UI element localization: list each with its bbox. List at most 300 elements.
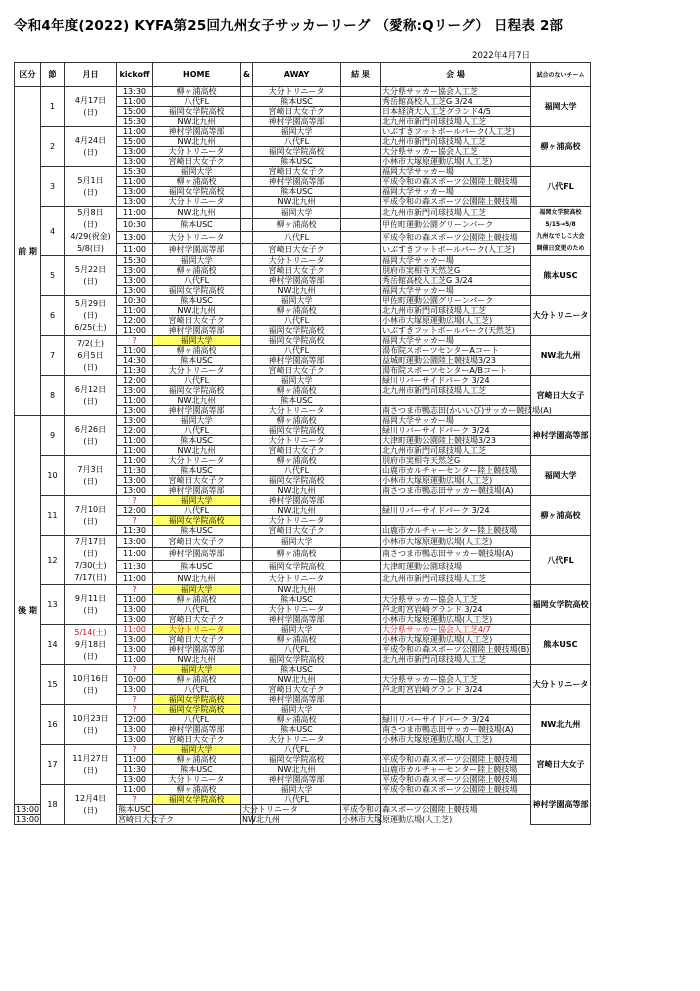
away-team: 八代FL <box>253 316 341 326</box>
home-team: 宮崎日大女子ク <box>118 815 174 824</box>
amp-cell <box>241 326 253 336</box>
away-team: 福岡女学院高校 <box>253 326 341 336</box>
amp-cell <box>241 97 253 107</box>
amp-cell <box>241 147 253 157</box>
amp-cell <box>241 137 253 147</box>
amp-cell <box>241 366 253 376</box>
home-team: 福岡大学 <box>153 336 241 346</box>
match-row <box>15 705 591 715</box>
match-date <box>65 87 117 127</box>
home-team: 宮崎日大女子ク <box>153 735 241 745</box>
bye-team: 神村学園高等部 <box>531 416 591 456</box>
amp-cell <box>241 386 253 396</box>
venue: 大津町運動公園陸上競技場3/23 <box>381 436 531 446</box>
venue <box>381 496 531 506</box>
amp-cell <box>241 605 253 615</box>
home-team: 熊本USC <box>153 526 241 536</box>
kickoff-time: 13:00 <box>117 157 153 167</box>
date-line: (日) <box>83 805 98 815</box>
kickoff-time: 13:00 <box>117 615 153 625</box>
kickoff-time: 12:00 <box>117 316 153 326</box>
section-number: 9 <box>41 416 65 456</box>
result-cell <box>341 785 381 795</box>
home-team: 宮崎日大女子ク <box>153 615 241 625</box>
home-team: 福岡女学院高校 <box>153 795 241 805</box>
kickoff-time: ? <box>117 585 153 595</box>
match-date <box>65 705 117 745</box>
kickoff-time: 13:00 <box>117 276 153 286</box>
home-team: 福岡女学院高校 <box>153 705 241 715</box>
home-team: 柳ヶ浦高校 <box>153 87 241 97</box>
amp-cell <box>241 675 253 685</box>
kickoff-time: 15:30 <box>117 117 153 127</box>
home-team: 福岡大学 <box>153 585 241 595</box>
header-venue: 会 場 <box>381 63 531 87</box>
match-date <box>65 167 117 207</box>
home-team: NW北九州 <box>153 207 241 219</box>
venue: 福岡大学サッカー場 <box>381 416 531 426</box>
match-row <box>15 336 591 346</box>
venue: 平成令和の森スポーツ公園陸上競技場 <box>381 197 531 207</box>
amp-cell <box>241 735 253 745</box>
amp-cell <box>241 306 253 316</box>
away-team: 熊本USC <box>253 97 341 107</box>
date-line: 7月10日 <box>74 504 107 514</box>
match-date <box>65 207 117 256</box>
match-date <box>65 296 117 336</box>
kickoff-time: 13:00 <box>117 406 153 416</box>
home-team: 八代FL <box>153 685 241 695</box>
kickoff-time: 15:30 <box>117 256 153 266</box>
venue: 芦北町宮岩崎グランド 3/24 <box>381 685 531 695</box>
amp-cell <box>241 256 253 266</box>
date-line: 5月1日 <box>77 175 104 185</box>
kickoff-time: ? <box>117 516 153 526</box>
away-team: 柳ヶ浦高校 <box>253 306 341 316</box>
away-team: 柳ヶ浦高校 <box>253 635 341 645</box>
home-team: 柳ヶ浦高校 <box>153 346 241 356</box>
home-team: 八代FL <box>153 506 241 516</box>
kickoff-time: 13:00 <box>117 685 153 695</box>
away-team: 八代FL <box>253 137 341 147</box>
away-team: NW北九州 <box>253 765 341 775</box>
kickoff-time: 15:00 <box>117 107 153 117</box>
date-line: 9月11日 <box>74 593 107 603</box>
away-team: 八代FL <box>253 645 341 655</box>
amp-cell <box>241 207 253 219</box>
date-line: 4月24日 <box>74 135 107 145</box>
bye-team: 宮崎日大女子 <box>531 376 591 416</box>
result-cell <box>341 755 381 765</box>
match-date <box>65 785 117 825</box>
date-line: (日) <box>83 187 98 197</box>
amp-cell <box>241 446 253 456</box>
amp-cell <box>241 396 253 406</box>
venue: 北九州市新門司球技場人工芝 <box>381 446 531 456</box>
kickoff-time: 13:00 <box>117 605 153 615</box>
match-date <box>65 745 117 785</box>
result-cell <box>341 456 381 466</box>
venue: 大分県サッカー協会人工芝 <box>381 595 531 605</box>
result-cell <box>341 765 381 775</box>
result-cell <box>341 107 381 117</box>
home-team: 福岡女学院高校 <box>153 386 241 396</box>
result-cell <box>341 197 381 207</box>
kickoff-time: 11:30 <box>117 765 153 775</box>
home-team: 柳ヶ浦高校 <box>153 266 241 276</box>
bye-team <box>531 207 591 256</box>
away-team: 福岡女学院高校 <box>253 336 341 346</box>
away-team: 福岡大学 <box>253 127 341 137</box>
home-team: 熊本USC <box>153 436 241 446</box>
header-row <box>15 63 591 87</box>
result-cell <box>341 137 381 147</box>
venue: 山鹿市カルチャーセンター陸上競技場 <box>381 765 531 775</box>
home-team: 八代FL <box>153 97 241 107</box>
venue: 甲佐町運動公園グリーンパーク <box>381 219 531 231</box>
home-team: 大分トリニータ <box>153 147 241 157</box>
result-cell <box>341 326 381 336</box>
bye-team: 福岡女学院高校 <box>531 585 591 625</box>
section-number: 6 <box>41 296 65 336</box>
result-cell <box>341 266 381 276</box>
away-team: 神村学園高等部 <box>253 775 341 785</box>
match-date <box>65 625 117 665</box>
match-row <box>15 536 591 548</box>
away-team: NW北九州 <box>253 486 341 496</box>
venue: 北九州市新門司球技場人工芝 <box>381 306 531 316</box>
home-team: 福岡大学 <box>153 416 241 426</box>
match-date <box>65 416 117 456</box>
home-team: 宮崎日大女子ク <box>153 157 241 167</box>
away-team: 柳ヶ浦高校 <box>253 416 341 426</box>
venue: いぶすきフットボールパーク(人工芝) <box>381 243 531 255</box>
away-team: 神村学園高等部 <box>253 496 341 506</box>
away-team: 宮崎日大女子ク <box>253 107 341 117</box>
bye-team: NW北九州 <box>531 705 591 745</box>
venue: 平成令和の森スポーツ公園陸上競技場 <box>381 755 531 765</box>
home-team: 柳ヶ浦高校 <box>153 755 241 765</box>
result-cell <box>341 127 381 137</box>
away-team: 福岡大学 <box>253 705 341 715</box>
kickoff-time: 11:00 <box>117 572 153 584</box>
amp-cell <box>241 456 253 466</box>
amp-cell <box>241 560 253 572</box>
amp-cell <box>241 655 253 665</box>
home-team: 神村学園高等部 <box>153 127 241 137</box>
kickoff-time: 13:00 <box>117 645 153 655</box>
bye-team: 熊本USC <box>531 625 591 665</box>
date-line: 5月22日 <box>74 264 107 274</box>
result-cell <box>341 665 381 675</box>
kickoff-time: ? <box>117 745 153 755</box>
date-line: (日) <box>83 605 98 615</box>
kickoff-time: 12:00 <box>117 715 153 725</box>
away-team: 八代FL <box>253 745 341 755</box>
date-line: 7/17(日) <box>74 573 107 582</box>
date-line: (日) <box>83 651 98 661</box>
home-team: 熊本USC <box>153 296 241 306</box>
away-team: 神村学園高等部 <box>253 276 341 286</box>
schedule-table <box>14 62 591 825</box>
kickoff-time: 11:30 <box>117 526 153 536</box>
header-period: 区分 <box>15 63 41 87</box>
result-cell <box>341 695 381 705</box>
away-team: 柳ヶ浦高校 <box>253 219 341 231</box>
venue: 湯布院スポーツセンターA/Bコート <box>381 366 531 376</box>
bye-team: NW北九州 <box>531 336 591 376</box>
home-team: 柳ヶ浦高校 <box>153 595 241 605</box>
result-cell <box>341 346 381 356</box>
away-team: 熊本USC <box>253 595 341 605</box>
venue: 北九州市新門司球技場人工芝 <box>381 655 531 665</box>
bye-team: 大分トリニータ <box>531 665 591 705</box>
kickoff-time: 13:00 <box>16 815 40 824</box>
away-team: 神村学園高等部 <box>253 117 341 127</box>
date-line: 11月27日 <box>72 753 109 763</box>
date-line: 6月26日 <box>74 424 107 434</box>
period-label: 前 期 <box>15 87 41 416</box>
result-cell <box>341 675 381 685</box>
venue: 緑川リバーサイドパーク 3/24 <box>381 715 531 725</box>
venue: 南さつま市鴨志田サッカー競技場(A) <box>381 725 531 735</box>
section-number: 3 <box>41 167 65 207</box>
away-team: 宮崎日大女子ク <box>253 266 341 276</box>
result-cell <box>341 466 381 476</box>
home-team: 神村学園高等部 <box>153 243 241 255</box>
away-team: 神村学園高等部 <box>253 615 341 625</box>
away-team: 福岡大学 <box>253 207 341 219</box>
venue: 大津町運動公園球技場 <box>381 560 531 572</box>
date-line: (日) <box>83 147 98 157</box>
amp-cell <box>241 715 253 725</box>
amp-cell <box>241 755 253 765</box>
result-cell <box>341 207 381 219</box>
venue: 平成令和の森スポーツ公園陸上競技場(B) <box>382 645 530 654</box>
away-team: 福岡女学院高校 <box>253 476 341 486</box>
away-team: 宮崎日大女子ク <box>253 243 341 255</box>
page-title: 令和4年度(2022) KYFA第25回九州女子サッカーリーグ （愛称:Qリーグ） 日程表 2部 <box>14 18 564 34</box>
date-line: (日) <box>83 310 98 320</box>
result-cell <box>341 296 381 306</box>
amp-cell <box>241 127 253 137</box>
date-line: 12月4日 <box>74 793 107 803</box>
amp-cell <box>241 785 253 795</box>
home-team: 福岡女学院高校 <box>153 187 241 197</box>
date-line: 4月17日 <box>74 95 107 105</box>
venue: 小林市大塚原運動広場(人工芝) <box>381 157 531 167</box>
home-team: 大分トリニータ <box>153 231 241 243</box>
venue <box>381 665 531 675</box>
date-line: 5/14(土) <box>74 627 107 637</box>
amp-cell <box>241 187 253 197</box>
bye-line: 開催日変更のため <box>536 245 585 252</box>
result-cell <box>341 585 381 595</box>
result-cell <box>341 306 381 316</box>
away-team: 八代FL <box>253 346 341 356</box>
venue: 小林市大塚原運動広場(人工芝) <box>381 476 531 486</box>
result-cell <box>341 97 381 107</box>
match-row <box>15 167 591 177</box>
result-cell <box>341 386 381 396</box>
section-number: 7 <box>41 336 65 376</box>
result-cell <box>341 605 381 615</box>
amp-cell <box>241 87 253 97</box>
result-cell <box>341 87 381 97</box>
venue: 小林市大塚原運動広場(人工芝) <box>381 536 531 548</box>
amp-cell <box>241 536 253 548</box>
amp-cell <box>241 466 253 476</box>
away-team: 福岡大学 <box>253 536 341 548</box>
amp-cell <box>241 336 253 346</box>
away-team: NW北九州 <box>242 815 280 824</box>
venue: 北九州市新門司球技場人工芝 <box>381 117 531 127</box>
kickoff-time: 13:00 <box>117 735 153 745</box>
result-cell <box>341 476 381 486</box>
away-team: 福岡女学院高校 <box>253 426 341 436</box>
bye-team: 八代FL <box>531 167 591 207</box>
kickoff-time: 15:30 <box>117 167 153 177</box>
home-team: 神村学園高等部 <box>153 406 241 416</box>
result-cell <box>341 615 381 625</box>
result-cell <box>341 526 381 536</box>
result-cell <box>341 231 381 243</box>
result-cell <box>341 436 381 446</box>
result-cell <box>341 167 381 177</box>
match-row <box>15 625 591 635</box>
result-cell <box>341 416 381 426</box>
date-line: 10月23日 <box>72 713 109 723</box>
away-team: 宮崎日大女子ク <box>253 526 341 536</box>
result-cell <box>341 685 381 695</box>
kickoff-time: 13:00 <box>117 266 153 276</box>
venue: 福岡大学サッカー場 <box>381 167 531 177</box>
home-team: 熊本USC <box>153 765 241 775</box>
amp-cell <box>241 346 253 356</box>
venue: 平成令和の森スポーツ公園陸上競技場 <box>381 231 531 243</box>
match-date <box>65 665 117 705</box>
amp-cell <box>241 316 253 326</box>
home-team: 大分トリニータ <box>153 366 241 376</box>
section-number: 10 <box>41 456 65 496</box>
bye-team: 福岡大学 <box>531 456 591 496</box>
section-number: 1 <box>41 87 65 127</box>
result-cell <box>341 366 381 376</box>
result-cell <box>341 548 381 560</box>
venue: 福岡大学サッカー場 <box>381 256 531 266</box>
away-team: NW北九州 <box>253 585 341 595</box>
result-cell <box>341 595 381 605</box>
date-line: 5月8日 <box>77 208 104 217</box>
away-team: 宮崎日大女子ク <box>253 167 341 177</box>
kickoff-time: 11:00 <box>117 548 153 560</box>
kickoff-time: ? <box>117 705 153 715</box>
match-row <box>15 585 591 595</box>
result-cell <box>341 243 381 255</box>
home-team: 神村学園高等部 <box>153 645 241 655</box>
home-team: 大分トリニータ <box>153 197 241 207</box>
away-team: 八代FL <box>253 231 341 243</box>
kickoff-time: 11:00 <box>117 396 153 406</box>
home-team: 神村学園高等部 <box>153 486 241 496</box>
venue: 平成令和の森スポーツ公園陸上競技場 <box>381 775 531 785</box>
amp-cell <box>241 665 253 675</box>
date-line: 4/29(祝金) <box>70 232 111 241</box>
match-date <box>65 536 117 585</box>
amp-cell <box>241 356 253 366</box>
away-team: NW北九州 <box>253 286 341 296</box>
kickoff-time: 10:00 <box>117 675 153 685</box>
bye-team: 熊本USC <box>531 256 591 296</box>
home-team: NW北九州 <box>153 446 241 456</box>
kickoff-time: 11:00 <box>117 456 153 466</box>
away-team: NW北九州 <box>253 197 341 207</box>
away-team: 大分トリニータ <box>242 805 298 814</box>
away-team: 大分トリニータ <box>253 87 341 97</box>
kickoff-time: 11:00 <box>117 326 153 336</box>
date-line: (日) <box>83 549 98 558</box>
venue <box>381 705 531 715</box>
amp-cell <box>241 725 253 735</box>
amp-cell <box>241 107 253 117</box>
header-away: AWAY <box>253 63 341 87</box>
result-cell <box>341 572 381 584</box>
bye-team: 福岡大学 <box>531 87 591 127</box>
away-team: 大分トリニータ <box>253 406 341 416</box>
document-date: 2022年4月7日 <box>472 51 530 61</box>
date-line: 7/2(土) <box>76 338 105 348</box>
section-number: 2 <box>41 127 65 167</box>
result-cell <box>341 560 381 572</box>
venue: 芦北町宮岩崎グランド 3/24 <box>381 605 531 615</box>
amp-cell <box>241 426 253 436</box>
venue: 緑川リバーサイドパーク 3/24 <box>381 506 531 516</box>
amp-cell <box>241 765 253 775</box>
away-team: 熊本USC <box>253 665 341 675</box>
venue: 福岡大学サッカー場 <box>381 187 531 197</box>
venue <box>381 585 531 595</box>
kickoff-time: 11:00 <box>117 446 153 456</box>
kickoff-time: ? <box>117 695 153 705</box>
date-line: 7月17日 <box>74 537 107 546</box>
result-cell <box>341 117 381 127</box>
venue <box>381 396 531 406</box>
kickoff-time: 13:00 <box>117 476 153 486</box>
amp-cell <box>241 595 253 605</box>
venue: 秀岳館高校人工芝G 3/24 <box>381 276 531 286</box>
result-cell <box>341 177 381 187</box>
date-line: 5月29日 <box>74 298 107 308</box>
result-cell <box>341 147 381 157</box>
kickoff-time: 14:30 <box>117 356 153 366</box>
result-cell <box>341 256 381 266</box>
home-team: 福岡大学 <box>153 665 241 675</box>
venue: 大分県サッカー協会人工芝4/7 <box>381 625 531 635</box>
home-team: 福岡女学院高校 <box>153 107 241 117</box>
header-bye-team: 試合のないチーム <box>531 63 591 87</box>
date-line: 10月16日 <box>72 673 109 683</box>
amp-cell <box>241 243 253 255</box>
home-team: 八代FL <box>153 605 241 615</box>
kickoff-time: 11:00 <box>117 625 153 635</box>
venue: 甲佐町運動公園グリーンパーク <box>381 296 531 306</box>
amp-cell <box>241 585 253 595</box>
bye-team: 神村学園高等部 <box>531 785 591 825</box>
header-result: 結 果 <box>341 63 381 87</box>
date-line: 6月12日 <box>74 384 107 394</box>
kickoff-time: ? <box>117 795 153 805</box>
kickoff-time: 15:00 <box>117 137 153 147</box>
